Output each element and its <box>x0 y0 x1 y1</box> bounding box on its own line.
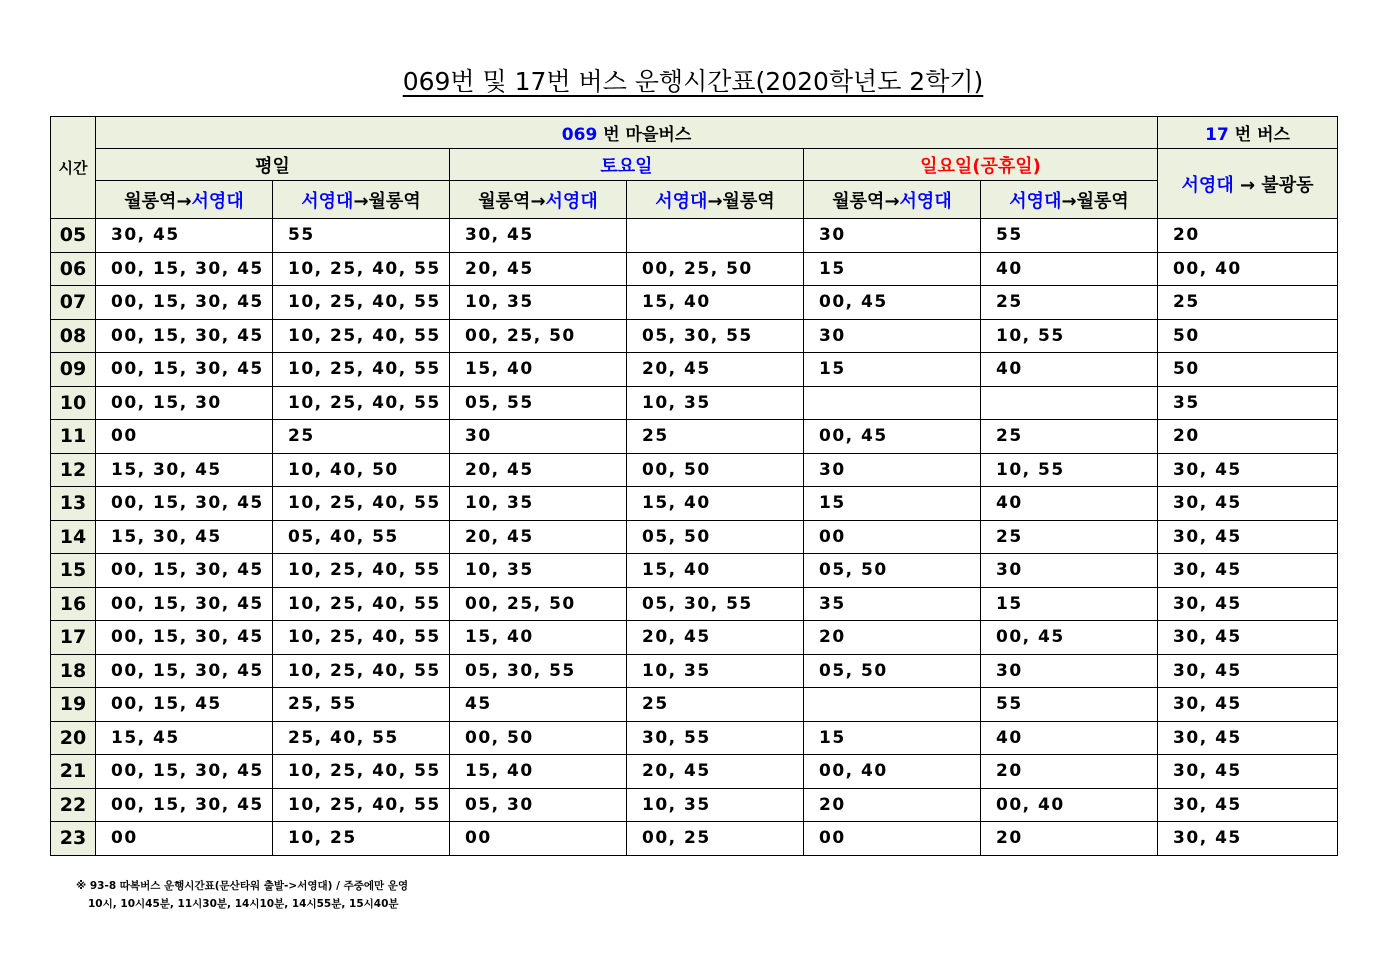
cell-saturday-to-seoyeong: 15, 40 <box>450 755 627 789</box>
hour-cell: 07 <box>51 286 96 320</box>
cell-saturday-to-seoyeong: 00 <box>450 822 627 856</box>
cell-sunday-to-wolrong: 55 <box>981 219 1158 253</box>
table-row <box>51 755 1338 789</box>
cell-sunday-to-seoyeong: 15 <box>804 721 981 755</box>
route-seoyeong-to-wolrong <box>627 181 804 219</box>
cell-weekday-to-seoyeong: 00, 15, 30, 45 <box>96 654 273 688</box>
cell-bus17-to-bulgwang: 30, 45 <box>1158 621 1338 655</box>
bus-069-number: 069 <box>561 125 598 145</box>
stop-to: 월롱역 <box>1076 190 1129 212</box>
cell-saturday-to-seoyeong: 20, 45 <box>450 252 627 286</box>
cell-weekday-to-seoyeong: 15, 30, 45 <box>96 453 273 487</box>
hour-cell: 16 <box>51 587 96 621</box>
cell-sunday-to-wolrong: 15 <box>981 587 1158 621</box>
cell-saturday-to-wolrong: 05, 30, 55 <box>627 319 804 353</box>
table-row <box>51 587 1338 621</box>
arrow-icon: → <box>1061 190 1077 212</box>
table-row <box>51 554 1338 588</box>
table-row <box>51 252 1338 286</box>
hour-cell: 11 <box>51 420 96 454</box>
cell-saturday-to-seoyeong: 00, 25, 50 <box>450 587 627 621</box>
cell-saturday-to-wolrong: 30, 55 <box>627 721 804 755</box>
cell-bus17-to-bulgwang: 35 <box>1158 386 1338 420</box>
hour-cell: 15 <box>51 554 96 588</box>
cell-sunday-to-wolrong: 40 <box>981 353 1158 387</box>
cell-weekday-to-seoyeong: 15, 45 <box>96 721 273 755</box>
cell-sunday-to-wolrong: 20 <box>981 755 1158 789</box>
arrow-icon: → <box>1240 174 1256 196</box>
cell-sunday-to-wolrong: 10, 55 <box>981 453 1158 487</box>
stop-from: 월롱역 <box>478 190 531 212</box>
table-row <box>51 520 1338 554</box>
cell-weekday-to-seoyeong: 00, 15, 30, 45 <box>96 587 273 621</box>
cell-weekday-to-seoyeong: 00, 15, 30, 45 <box>96 755 273 789</box>
cell-sunday-to-wolrong <box>981 386 1158 420</box>
cell-sunday-to-wolrong: 20 <box>981 822 1158 856</box>
hour-cell: 06 <box>51 252 96 286</box>
hour-cell: 22 <box>51 788 96 822</box>
cell-sunday-to-seoyeong: 15 <box>804 487 981 521</box>
table-row <box>51 721 1338 755</box>
cell-weekday-to-wolrong: 10, 25, 40, 55 <box>273 353 450 387</box>
cell-sunday-to-wolrong: 10, 55 <box>981 319 1158 353</box>
cell-sunday-to-wolrong: 30 <box>981 654 1158 688</box>
cell-saturday-to-wolrong: 15, 40 <box>627 554 804 588</box>
cell-weekday-to-wolrong: 10, 25, 40, 55 <box>273 755 450 789</box>
cell-bus17-to-bulgwang: 30, 45 <box>1158 788 1338 822</box>
hour-cell: 14 <box>51 520 96 554</box>
cell-sunday-to-seoyeong: 20 <box>804 788 981 822</box>
cell-sunday-to-seoyeong: 05, 50 <box>804 654 981 688</box>
cell-weekday-to-wolrong: 55 <box>273 219 450 253</box>
route-seoyeong-to-wolrong <box>273 181 450 219</box>
cell-weekday-to-seoyeong: 00, 15, 30, 45 <box>96 319 273 353</box>
cell-bus17-to-bulgwang: 30, 45 <box>1158 688 1338 722</box>
cell-weekday-to-seoyeong: 00, 15, 30, 45 <box>96 554 273 588</box>
cell-saturday-to-wolrong: 00, 50 <box>627 453 804 487</box>
cell-bus17-to-bulgwang: 30, 45 <box>1158 721 1338 755</box>
cell-sunday-to-seoyeong: 00 <box>804 822 981 856</box>
cell-weekday-to-wolrong: 10, 25, 40, 55 <box>273 788 450 822</box>
stop-to: 서영대 <box>545 190 598 212</box>
arrow-icon: → <box>176 190 192 212</box>
route-seoyeong-to-bulgwang <box>1158 149 1338 219</box>
hour-cell: 20 <box>51 721 96 755</box>
cell-bus17-to-bulgwang: 20 <box>1158 420 1338 454</box>
cell-bus17-to-bulgwang: 50 <box>1158 353 1338 387</box>
cell-saturday-to-wolrong: 00, 25 <box>627 822 804 856</box>
time-column-header: 시간 <box>51 117 96 219</box>
table-row <box>51 487 1338 521</box>
cell-weekday-to-wolrong: 10, 25, 40, 55 <box>273 654 450 688</box>
cell-weekday-to-wolrong: 10, 25, 40, 55 <box>273 319 450 353</box>
route-wolrong-to-seoyeong <box>96 181 273 219</box>
weekday-header: 평일 <box>96 149 450 181</box>
stop-to: 월롱역 <box>722 190 775 212</box>
stop-from: 서영대 <box>655 190 708 212</box>
cell-sunday-to-wolrong: 25 <box>981 286 1158 320</box>
hour-cell: 19 <box>51 688 96 722</box>
cell-saturday-to-seoyeong: 45 <box>450 688 627 722</box>
cell-weekday-to-wolrong: 25, 55 <box>273 688 450 722</box>
cell-saturday-to-wolrong: 25 <box>627 420 804 454</box>
table-row <box>51 353 1338 387</box>
cell-weekday-to-wolrong: 10, 40, 50 <box>273 453 450 487</box>
cell-bus17-to-bulgwang: 30, 45 <box>1158 822 1338 856</box>
cell-saturday-to-wolrong: 15, 40 <box>627 286 804 320</box>
table-row <box>51 788 1338 822</box>
bus-17-label: 번 버스 <box>1234 125 1290 145</box>
footnote-line-1: ※ 93-8 따복버스 운행시간표(문산타워 출발->서영대) / 주중에만 운영 <box>76 880 409 892</box>
stop-from: 월롱역 <box>124 190 177 212</box>
arrow-icon: → <box>884 190 900 212</box>
table-row <box>51 621 1338 655</box>
cell-sunday-to-seoyeong: 15 <box>804 353 981 387</box>
cell-weekday-to-wolrong: 10, 25, 40, 55 <box>273 286 450 320</box>
sunday-header: 일요일(공휴일) <box>804 149 1158 181</box>
cell-sunday-to-wolrong: 40 <box>981 487 1158 521</box>
cell-saturday-to-seoyeong: 10, 35 <box>450 554 627 588</box>
cell-bus17-to-bulgwang: 30, 45 <box>1158 554 1338 588</box>
cell-saturday-to-seoyeong: 30 <box>450 420 627 454</box>
cell-weekday-to-seoyeong: 00, 15, 30, 45 <box>96 487 273 521</box>
cell-saturday-to-seoyeong: 20, 45 <box>450 520 627 554</box>
cell-bus17-to-bulgwang: 25 <box>1158 286 1338 320</box>
hour-cell: 08 <box>51 319 96 353</box>
stop-to: 불광동 <box>1261 174 1314 196</box>
cell-saturday-to-wolrong: 05, 50 <box>627 520 804 554</box>
cell-saturday-to-seoyeong: 15, 40 <box>450 621 627 655</box>
stop-from: 서영대 <box>301 190 354 212</box>
footnote-line-2: 10시, 10시45분, 11시30분, 14시10분, 14시55분, 15시40분 <box>88 898 399 910</box>
cell-bus17-to-bulgwang: 20 <box>1158 219 1338 253</box>
cell-sunday-to-seoyeong: 20 <box>804 621 981 655</box>
cell-saturday-to-wolrong: 15, 40 <box>627 487 804 521</box>
cell-sunday-to-seoyeong <box>804 688 981 722</box>
cell-sunday-to-seoyeong: 00 <box>804 520 981 554</box>
table-row <box>51 386 1338 420</box>
cell-weekday-to-seoyeong: 15, 30, 45 <box>96 520 273 554</box>
cell-saturday-to-wolrong <box>627 219 804 253</box>
stop-to: 월롱역 <box>368 190 421 212</box>
cell-sunday-to-wolrong: 40 <box>981 252 1158 286</box>
stop-to: 서영대 <box>899 190 952 212</box>
cell-weekday-to-wolrong: 10, 25, 40, 55 <box>273 621 450 655</box>
cell-weekday-to-seoyeong: 00 <box>96 822 273 856</box>
bus-069-header <box>96 117 1158 149</box>
cell-weekday-to-wolrong: 05, 40, 55 <box>273 520 450 554</box>
arrow-icon: → <box>707 190 723 212</box>
cell-bus17-to-bulgwang: 30, 45 <box>1158 487 1338 521</box>
cell-bus17-to-bulgwang: 30, 45 <box>1158 654 1338 688</box>
cell-sunday-to-wolrong: 25 <box>981 520 1158 554</box>
stop-from: 서영대 <box>1009 190 1062 212</box>
cell-saturday-to-seoyeong: 10, 35 <box>450 286 627 320</box>
cell-weekday-to-seoyeong: 00, 15, 30, 45 <box>96 621 273 655</box>
hour-cell: 13 <box>51 487 96 521</box>
saturday-header: 토요일 <box>450 149 804 181</box>
cell-weekday-to-wolrong: 10, 25, 40, 55 <box>273 554 450 588</box>
cell-saturday-to-seoyeong: 05, 55 <box>450 386 627 420</box>
hour-cell: 05 <box>51 219 96 253</box>
table-row <box>51 688 1338 722</box>
timetable <box>50 116 1338 856</box>
cell-bus17-to-bulgwang: 00, 40 <box>1158 252 1338 286</box>
cell-sunday-to-wolrong: 25 <box>981 420 1158 454</box>
bus-069-label: 번 마을버스 <box>603 125 692 145</box>
cell-weekday-to-wolrong: 25 <box>273 420 450 454</box>
hour-cell: 12 <box>51 453 96 487</box>
cell-sunday-to-wolrong: 40 <box>981 721 1158 755</box>
cell-weekday-to-seoyeong: 00, 15, 30, 45 <box>96 252 273 286</box>
cell-weekday-to-wolrong: 10, 25, 40, 55 <box>273 587 450 621</box>
cell-sunday-to-seoyeong <box>804 386 981 420</box>
page-title-text: 069번 및 17번 버스 운행시간표(2020학년도 2학기) <box>402 67 984 96</box>
stop-from: 월롱역 <box>832 190 885 212</box>
route-wolrong-to-seoyeong <box>804 181 981 219</box>
stop-to: 서영대 <box>191 190 244 212</box>
stop-from: 서영대 <box>1181 174 1234 196</box>
cell-saturday-to-wolrong: 20, 45 <box>627 621 804 655</box>
table-row <box>51 453 1338 487</box>
timetable-body <box>51 219 1338 856</box>
page-title <box>0 62 1386 98</box>
arrow-icon: → <box>530 190 546 212</box>
cell-sunday-to-seoyeong: 35 <box>804 587 981 621</box>
cell-saturday-to-wolrong: 05, 30, 55 <box>627 587 804 621</box>
cell-saturday-to-wolrong: 25 <box>627 688 804 722</box>
hour-cell: 23 <box>51 822 96 856</box>
cell-saturday-to-wolrong: 20, 45 <box>627 353 804 387</box>
cell-bus17-to-bulgwang: 50 <box>1158 319 1338 353</box>
hour-cell: 09 <box>51 353 96 387</box>
table-row <box>51 654 1338 688</box>
table-row <box>51 822 1338 856</box>
cell-saturday-to-wolrong: 00, 25, 50 <box>627 252 804 286</box>
cell-saturday-to-seoyeong: 00, 25, 50 <box>450 319 627 353</box>
hour-cell: 17 <box>51 621 96 655</box>
table-row <box>51 420 1338 454</box>
cell-saturday-to-wolrong: 20, 45 <box>627 755 804 789</box>
cell-weekday-to-seoyeong: 00, 15, 30, 45 <box>96 286 273 320</box>
cell-weekday-to-seoyeong: 00, 15, 30 <box>96 386 273 420</box>
cell-bus17-to-bulgwang: 30, 45 <box>1158 520 1338 554</box>
cell-sunday-to-seoyeong: 30 <box>804 319 981 353</box>
cell-saturday-to-wolrong: 10, 35 <box>627 788 804 822</box>
cell-weekday-to-seoyeong: 30, 45 <box>96 219 273 253</box>
cell-sunday-to-seoyeong: 30 <box>804 219 981 253</box>
cell-sunday-to-wolrong: 00, 45 <box>981 621 1158 655</box>
cell-sunday-to-seoyeong: 00, 40 <box>804 755 981 789</box>
cell-sunday-to-seoyeong: 00, 45 <box>804 420 981 454</box>
cell-sunday-to-seoyeong: 00, 45 <box>804 286 981 320</box>
table-row <box>51 319 1338 353</box>
cell-saturday-to-seoyeong: 30, 45 <box>450 219 627 253</box>
cell-sunday-to-wolrong: 00, 40 <box>981 788 1158 822</box>
cell-weekday-to-wolrong: 10, 25, 40, 55 <box>273 386 450 420</box>
cell-sunday-to-seoyeong: 30 <box>804 453 981 487</box>
cell-weekday-to-wolrong: 10, 25, 40, 55 <box>273 252 450 286</box>
route-wolrong-to-seoyeong <box>450 181 627 219</box>
cell-sunday-to-wolrong: 30 <box>981 554 1158 588</box>
table-row <box>51 286 1338 320</box>
cell-saturday-to-wolrong: 10, 35 <box>627 654 804 688</box>
cell-saturday-to-seoyeong: 15, 40 <box>450 353 627 387</box>
bus-17-header <box>1158 117 1338 149</box>
cell-saturday-to-seoyeong: 20, 45 <box>450 453 627 487</box>
cell-weekday-to-wolrong: 10, 25 <box>273 822 450 856</box>
cell-weekday-to-seoyeong: 00, 15, 30, 45 <box>96 353 273 387</box>
cell-weekday-to-wolrong: 25, 40, 55 <box>273 721 450 755</box>
route-seoyeong-to-wolrong <box>981 181 1158 219</box>
hour-cell: 18 <box>51 654 96 688</box>
cell-sunday-to-wolrong: 55 <box>981 688 1158 722</box>
cell-weekday-to-seoyeong: 00, 15, 45 <box>96 688 273 722</box>
cell-weekday-to-wolrong: 10, 25, 40, 55 <box>273 487 450 521</box>
cell-saturday-to-seoyeong: 05, 30 <box>450 788 627 822</box>
arrow-icon: → <box>353 190 369 212</box>
cell-saturday-to-wolrong: 10, 35 <box>627 386 804 420</box>
cell-bus17-to-bulgwang: 30, 45 <box>1158 587 1338 621</box>
cell-sunday-to-seoyeong: 15 <box>804 252 981 286</box>
cell-saturday-to-seoyeong: 10, 35 <box>450 487 627 521</box>
hour-cell: 10 <box>51 386 96 420</box>
cell-weekday-to-seoyeong: 00, 15, 30, 45 <box>96 788 273 822</box>
hour-cell: 21 <box>51 755 96 789</box>
cell-bus17-to-bulgwang: 30, 45 <box>1158 453 1338 487</box>
cell-weekday-to-seoyeong: 00 <box>96 420 273 454</box>
cell-saturday-to-seoyeong: 00, 50 <box>450 721 627 755</box>
table-row <box>51 219 1338 253</box>
cell-bus17-to-bulgwang: 30, 45 <box>1158 755 1338 789</box>
cell-saturday-to-seoyeong: 05, 30, 55 <box>450 654 627 688</box>
bus-17-number: 17 <box>1205 125 1229 145</box>
cell-sunday-to-seoyeong: 05, 50 <box>804 554 981 588</box>
